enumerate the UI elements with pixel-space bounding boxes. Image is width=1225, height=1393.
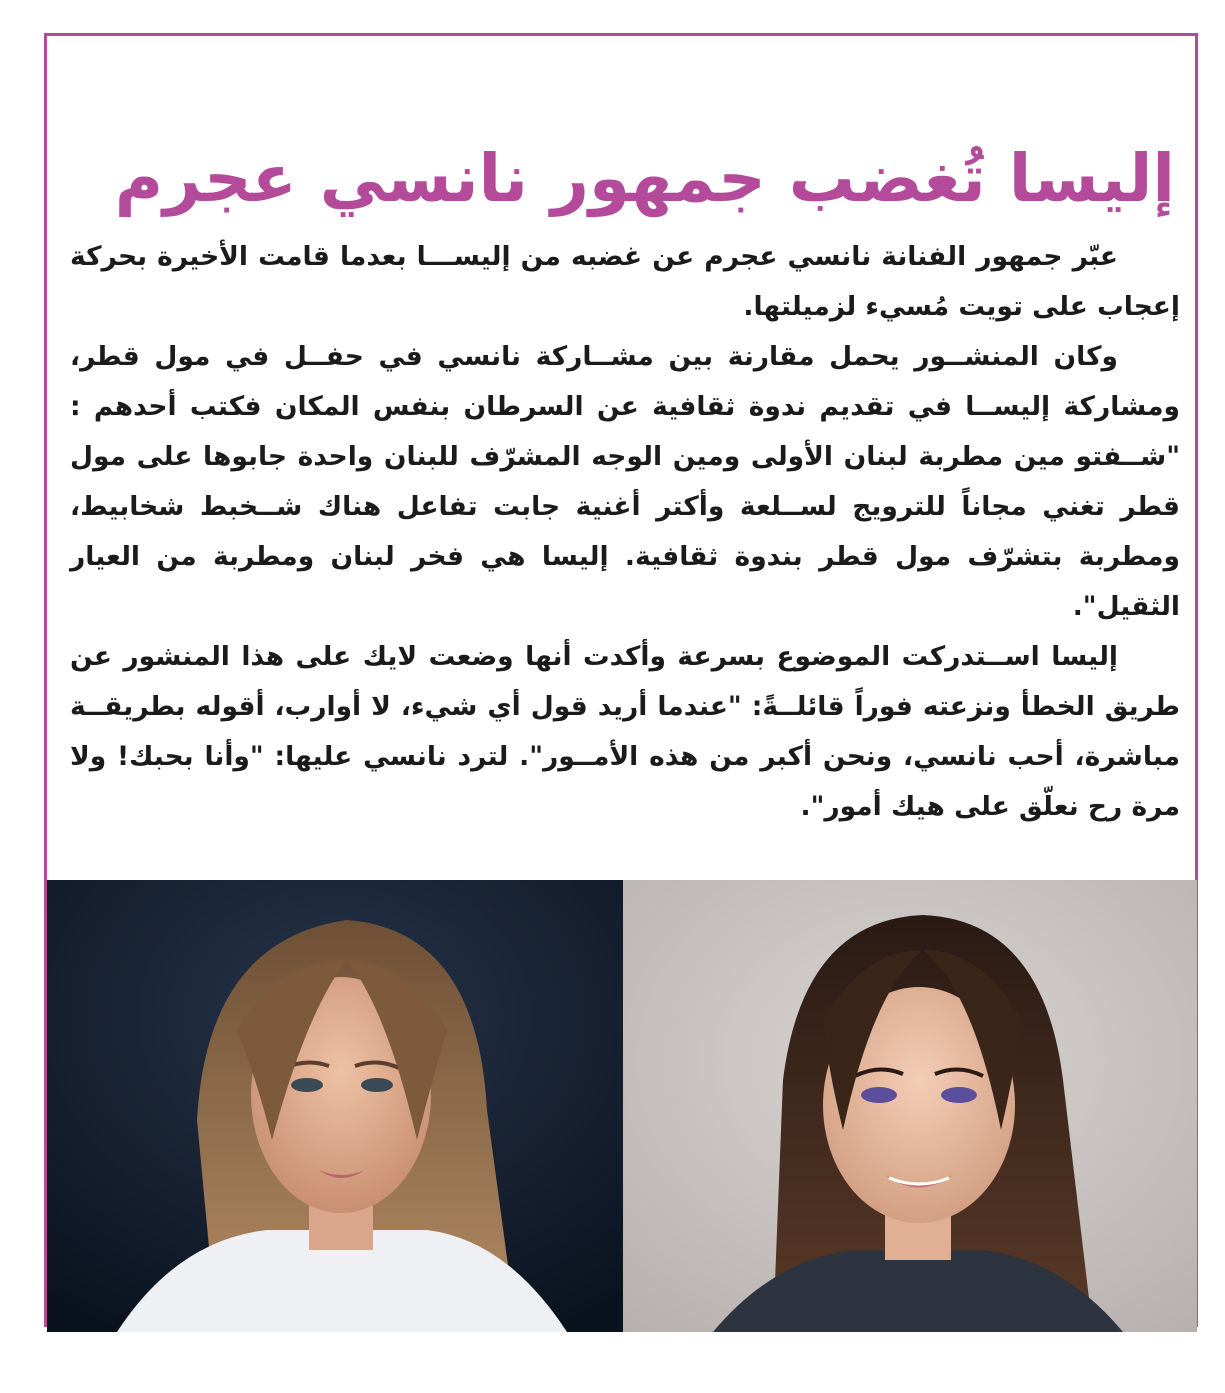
headline: إليسا تُغضب جمهور نانسي عجرم [114,140,1175,218]
portrait-elissa-image [623,880,1197,1332]
article-body [70,232,1180,832]
photo-nancy-ajram [47,880,623,1332]
paragraph-1: عبّر جمهور الفنانة نانسي عجرم عن غضبه من إليســـا بعدما قامت الأخيرة بحركة إعجاب على تويت مُسيء لزميلتها. [70,241,1180,322]
photo-elissa [623,880,1197,1332]
portrait-nancy-image [47,880,623,1332]
paragraph-2: وكان المنشــور يحمل مقارنة بين مشــاركة نانسي في حفــل في مول قطر، ومشاركة إليســا في تقديم ندوة ثقافية عن السرطان بنفس المكان فكتب أحدهم : "شــفتو مين مطربة لبنان الأولى ومين الوجه المشرّف للبنان واحدة جابوها على مول قطر تغني مجاناً للترويج لســلعة وأكتر أغنية جابت تفاعل هناك شــخبط شخابيط، ومطربة بتشرّف مول قطر بندوة ثقافية. إليسا هي فخر لبنان ومطربة من العيار الثقيل". [70,341,1180,622]
paragraph-3: إليسا اســتدركت الموضوع بسرعة وأكدت أنها وضعت لايك على هذا المنشور عن طريق الخطأ ونزعته فوراً قائلــةً: "عندما أريد قول أي شيء، لا أوارب، أقوله بطريقــة مباشرة، أحب نانسي، ونحن أكبر من هذه الأمــور". لترد نانسي عليها: "وأنا بحبك! ولا مرة رح نعلّق على هيك أمور". [70,641,1180,822]
